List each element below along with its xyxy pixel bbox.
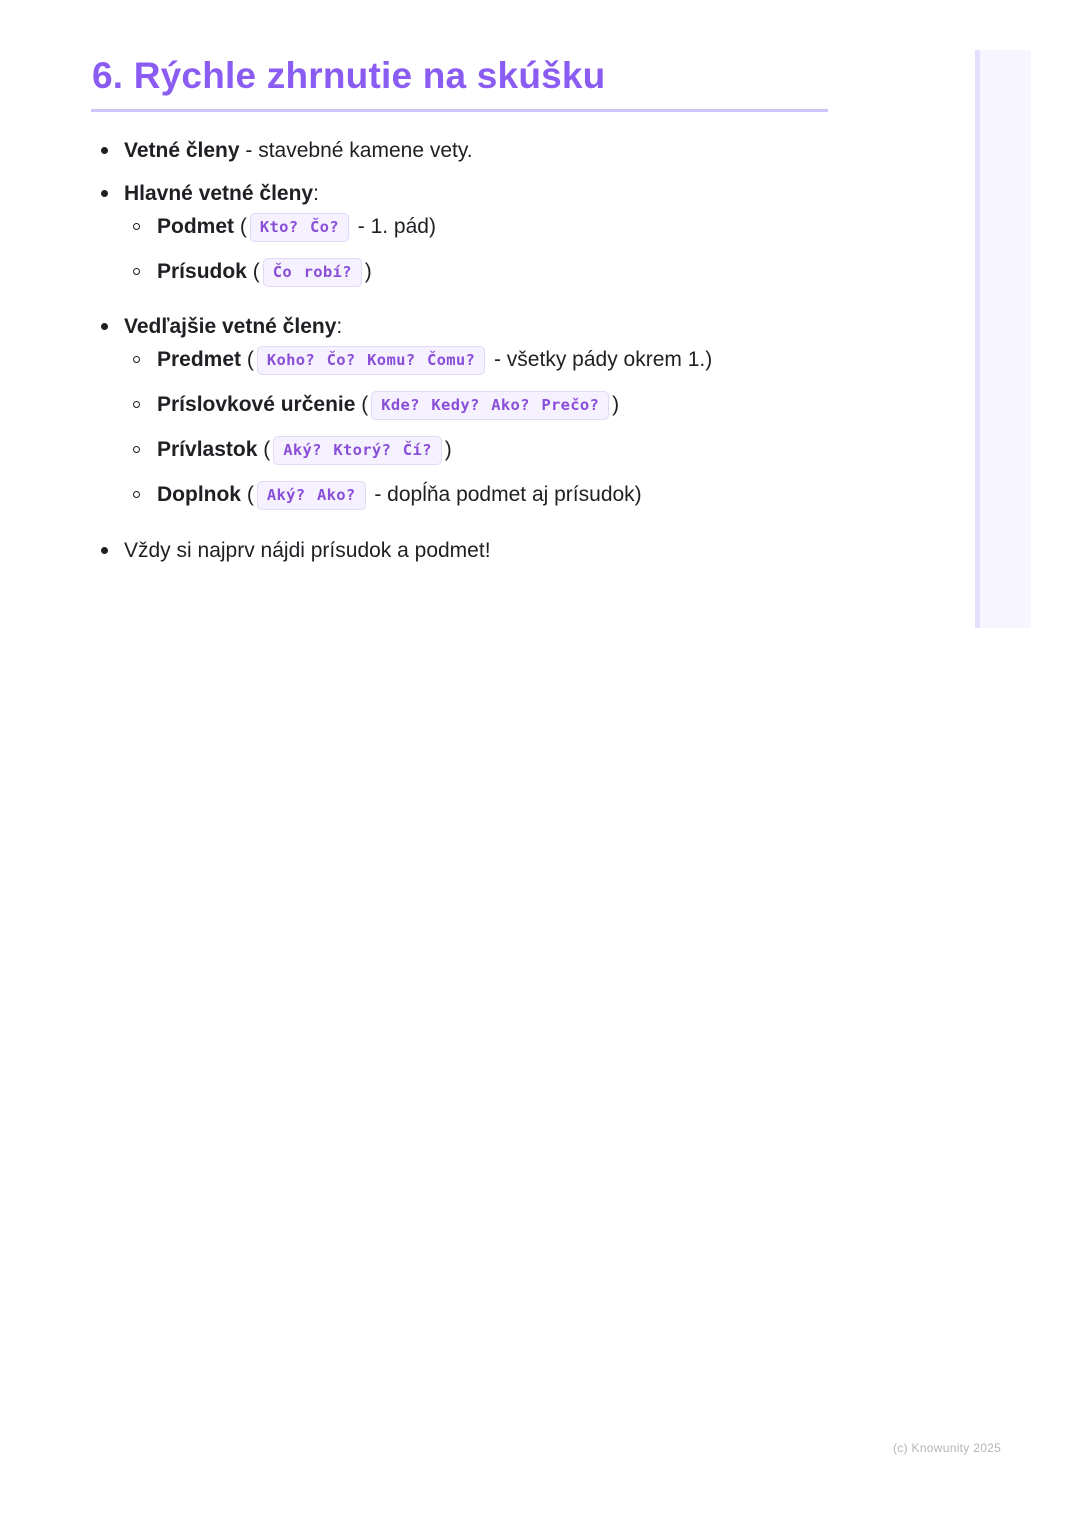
- description: - 1. pád): [351, 215, 436, 238]
- paren-open: (: [257, 438, 271, 461]
- description: - stavebné kamene vety.: [239, 139, 473, 162]
- term-predmet: Predmet: [157, 348, 242, 371]
- code-chip: Aký? Ako?: [257, 481, 366, 510]
- paren-open: (: [241, 483, 254, 506]
- list-item-tip: [124, 536, 491, 566]
- term-prislovkove-urcenie: Príslovkové určenie: [157, 393, 356, 416]
- list-item-vetne-cleny: [124, 136, 473, 166]
- circle-bullet-icon: [133, 491, 140, 498]
- paren-open: (: [234, 215, 247, 238]
- bullet-icon: [101, 147, 108, 154]
- description: ): [444, 438, 452, 461]
- circle-bullet-icon: [133, 446, 140, 453]
- side-panel: [975, 50, 1031, 628]
- circle-bullet-icon: [133, 268, 140, 275]
- term-vedlajsie-vetne-cleny: Vedľajšie vetné členy: [124, 315, 337, 338]
- sub-item-podmet: [157, 212, 436, 242]
- paren-open: (: [246, 260, 260, 283]
- colon: :: [313, 182, 319, 205]
- sub-item-prislovkove-urcenie: [157, 390, 619, 420]
- sub-item-prisudok: [157, 257, 372, 287]
- code-chip: Kde? Kedy? Ako? Prečo?: [371, 391, 609, 420]
- description: - všetky pády okrem 1.): [488, 348, 713, 371]
- sub-item-doplnok: [157, 480, 642, 510]
- code-chip: Kto? Čo?: [250, 213, 349, 242]
- paren-open: (: [355, 393, 369, 416]
- tip-text: Vždy si najprv nájdi prísudok a podmet!: [124, 539, 491, 562]
- term-vetne-cleny: Vetné členy: [124, 139, 240, 162]
- description: ): [612, 393, 620, 416]
- term-hlavne-vetne-cleny: Hlavné vetné členy: [124, 182, 314, 205]
- circle-bullet-icon: [133, 401, 140, 408]
- term-doplnok: Doplnok: [157, 483, 241, 506]
- description: - dopĺňa podmet aj prísudok): [368, 483, 642, 506]
- paren-open: (: [241, 348, 254, 371]
- page-title: 6. Rýchle zhrnutie na skúšku: [92, 55, 606, 96]
- term-privlastok: Prívlastok: [157, 438, 258, 461]
- sub-item-predmet: [157, 345, 712, 375]
- description: ): [364, 260, 372, 283]
- sub-item-privlastok: [157, 435, 452, 465]
- copyright-footer: (c) Knowunity 2025: [893, 1441, 1002, 1455]
- circle-bullet-icon: [133, 356, 140, 363]
- title-divider: [91, 109, 828, 112]
- bullet-icon: [101, 190, 108, 197]
- term-podmet: Podmet: [157, 215, 235, 238]
- circle-bullet-icon: [133, 223, 140, 230]
- bullet-icon: [101, 323, 108, 330]
- code-chip: Čo robí?: [263, 258, 362, 287]
- term-prisudok: Prísudok: [157, 260, 247, 283]
- list-item-hlavne-vetne-cleny: [124, 179, 319, 209]
- code-chip: Aký? Ktorý? Čí?: [273, 436, 441, 465]
- list-item-vedlajsie-vetne-cleny: [124, 312, 342, 342]
- bullet-icon: [101, 547, 108, 554]
- colon: :: [336, 315, 343, 338]
- code-chip: Koho? Čo? Komu? Čomu?: [257, 346, 485, 375]
